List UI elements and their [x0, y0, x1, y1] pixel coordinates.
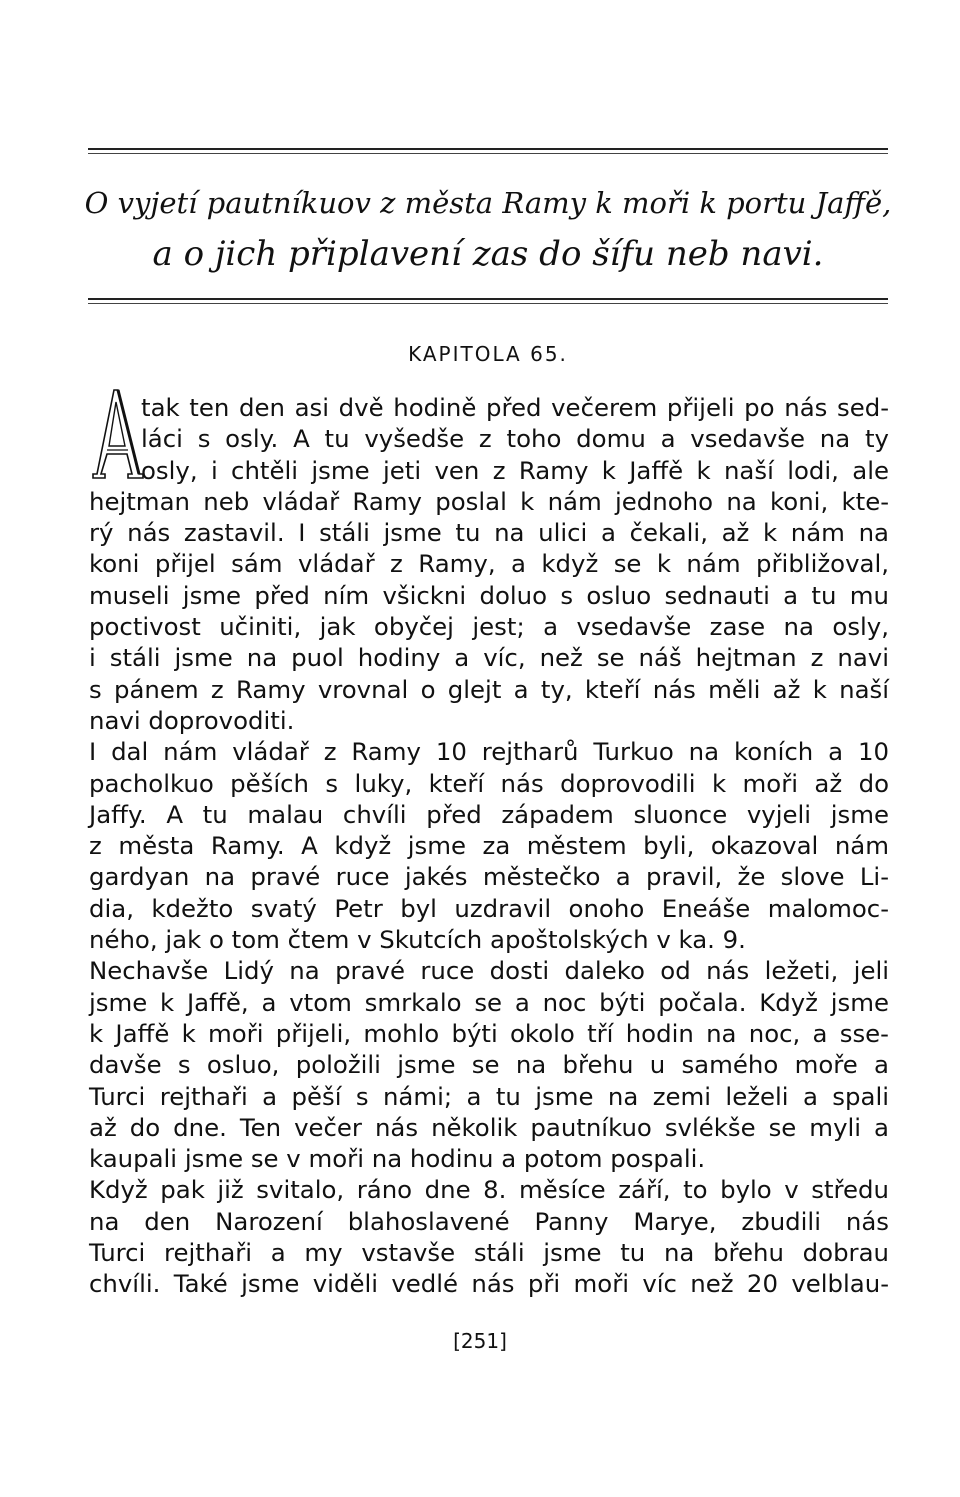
text-line: I dal nám vládař z Ramy 10 rejtharů Turkuo na koních a 10 [89, 737, 889, 767]
text-line: poctivost učiniti, jak obyčej jest; a vsedavše zase na osly, [89, 612, 889, 642]
text-line: k Jaffě k moři přijeli, mohlo býti okolo tří hodin na noc, a sse- [89, 1018, 889, 1048]
text-line: gardyan na pravé ruce jakés městečko a pravil, že slove Li- [89, 862, 889, 892]
chapter-title-line-2: a o jich připlavení zas do šífu neb navi. [152, 234, 824, 274]
body-text [89, 392, 889, 1300]
text-line: Jaffy. A tu malau chvíli před západem sluonce vyjeli jsme [89, 799, 889, 829]
title-top-rule [88, 148, 888, 150]
text-line: koni přijel sám vládař z Ramy, a když se k nám přibližoval, [89, 549, 889, 579]
text-line: pacholkuo pěších s luky, kteří nás doprovodili k moři až do [89, 768, 889, 798]
text-line: hejtman neb vládař Ramy poslal k nám jednoho na koni, kte- [89, 486, 889, 516]
text-line: chvíli. Také jsme viděli vedlé nás při moři víc než 20 velblau- [89, 1269, 889, 1299]
text-line: navi doprovoditi. [89, 705, 295, 735]
text-line: Turci rejthaři a pěší s námi; a tu jsme na zemi leželi a spali [89, 1081, 889, 1111]
text-line: rý nás zastavil. I stáli jsme tu na ulici a čekali, až k nám na [89, 518, 889, 548]
text-line: tak ten den asi dvě hodině před večerem přijeli po nás sed- [141, 393, 889, 422]
text-line: Nechavše Lidý na pravé ruce dosti daleko od nás ležeti, jeli [89, 956, 889, 986]
text-line: ného, jak o tom čtem v Skutcích apoštolských v ka. 9. [89, 925, 746, 955]
chapter-title [80, 178, 896, 280]
chapter-heading: KAPITOLA 65. [408, 342, 568, 366]
chapter-title-line-1: O vyjetí pautníkuov z města Ramy k moři k portu Jaffě, [84, 186, 892, 220]
text-line: láci s osly. A tu vyšedše z toho domu a vsedavše na ty [141, 424, 889, 454]
text-line: až do dne. Ten večer nás několik pautníkuo svlékše se myli a [89, 1112, 889, 1142]
text-line: s pánem z Ramy vrovnal o glejt a ty, kteří nás měli až k naší [89, 674, 889, 704]
text-line: museli jsme před ním všickni doluo s osluo sednauti a tu mu [89, 580, 889, 610]
title-bottom-rule [88, 298, 888, 300]
text-line: i stáli jsme na puol hodiny a víc, než se náš hejtman z navi [89, 643, 889, 673]
text-line: na den Narození blahoslavené Panny Marye, zbudili nás [89, 1206, 889, 1236]
text-line: dia, kdežto svatý Petr byl uzdravil onoho Eneáše malomoc- [89, 893, 889, 923]
text-line: davše s osluo, položili jsme se na břehu u samého moře a [89, 1050, 889, 1080]
text-line: kaupali jsme se v moři na hodinu a potom pospali. [89, 1144, 706, 1174]
page-number: [251] [453, 1329, 507, 1353]
text-line: Když pak již svitalo, ráno dne 8. měsíce září, to bylo v středu [89, 1175, 889, 1205]
text-line: z města Ramy. A když jsme za městem byli, okazoval nám [89, 831, 889, 861]
text-line: osly, i chtěli jsme jeti ven z Ramy k Jaffě k naší lodi, ale [141, 455, 889, 485]
text-line: jsme k Jaffě, a vtom smrkalo se a noc býti počala. Když jsme [89, 987, 889, 1017]
text-line: Turci rejthaři a my vstavše stáli jsme tu na břehu dobrau [89, 1238, 889, 1268]
